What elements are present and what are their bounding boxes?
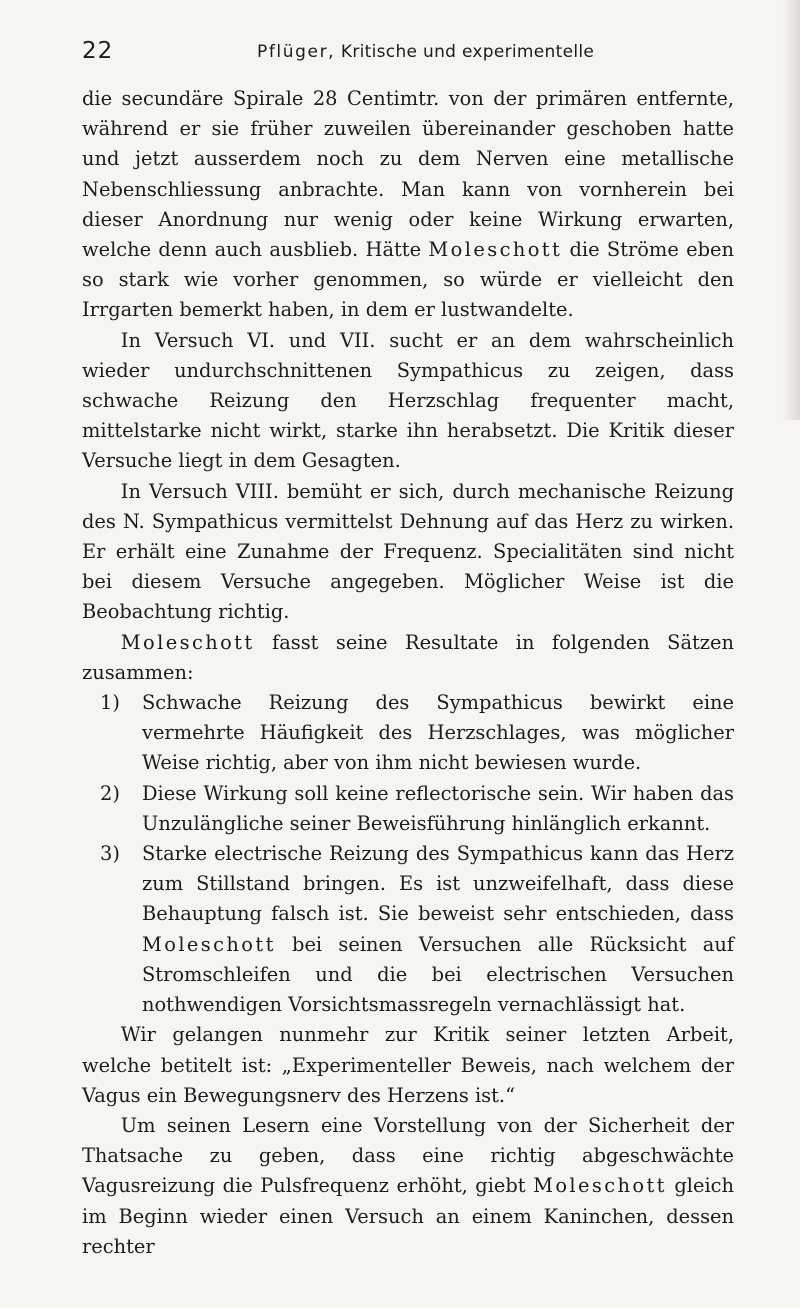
paragraph-1-text: die secundäre Spirale 28 Centimtr. von der primären entfernte, während er sie früher zuweilen übereinander geschoben hatte und jetzt ausserdem noch zu dem Nerven eine metallische Nebenschliessung anbrachte. Man kann von vornherein bei dieser Anordnung nur wenig oder keine Wirkung erwarten, welche denn auch ausblieb. Hätte [82,87,734,262]
page-header [82,38,732,78]
list-item [100,779,734,839]
person-name: Moleschott [533,1174,667,1198]
list-item [100,688,734,779]
person-name: Moleschott [428,238,563,262]
paragraph-6-text-end: gleich im Beginn wieder einen Versuch an einem Kaninchen, dessen rechter [82,1174,734,1258]
person-name: Moleschott [142,932,276,956]
list-item [100,839,734,1020]
paragraph-4-text: fasst seine Resultate in folgenden Sätzen zusammen: [82,630,734,684]
paragraph-3: In Versuch VIII. bemüht er sich, durch mechanische Reizung des N. Sympathicus vermittelst Dehnung auf das Herz zu wirken. Er erhält eine Zunahme der Frequenz. Specialitäten sind nicht bei diesem Versuche angegeben. Möglicher Weise ist die Beobachtung richtig. [82,479,734,624]
results-list [82,688,734,1020]
list-item-text: Diese Wirkung soll keine reflectorische sein. Wir haben das Unzulängliche seiner Beweisführung hinlänglich erkannt. [142,781,734,835]
list-item-text: Schwache Reizung des Sympathicus bewirkt eine vermehrte Häufigkeit des Herzschlages, was möglicher Weise richtig, aber von ihm nicht bewiesen wurde. [142,691,734,775]
list-item-number: 2) [100,781,120,805]
paragraph-2: In Versuch VI. und VII. sucht er an dem wahrscheinlich wieder undurchschnittenen Sympathicus zu zeigen, dass schwache Reizung den Herzschlag frequenter macht, mittelstarke nicht wirkt, starke ihn herabsetzt. Die Kritik dieser Versuche liegt in dem Gesagten. [82,328,734,473]
paragraph-6-text: Um seinen Lesern eine Vorstellung von der Sicherheit der Thatsache zu geben, dass eine richtig abgeschwächte Vagusreizung die Pulsfrequenz erhöht, giebt [82,1113,734,1198]
running-head-title: Kritische und experimentelle [340,42,595,62]
list-item-text: Starke electrische Reizung des Sympathicus kann das Herz zum Stillstand bringen. Es ist unzweifelhaft, dass diese Behauptung falsch ist. Sie beweist sehr entschieden, dass [142,842,734,926]
paragraph-1 [82,84,734,326]
page-number: 22 [82,38,114,64]
paragraph-1-text-end: die Ströme eben so stark wie vorher genommen, so würde er vielleicht den Irrgarten bemerkt haben, in dem er lustwandelte. [82,238,734,322]
page-edge-shadow [782,0,800,420]
paragraph-4 [82,628,734,688]
person-name: Moleschott [120,630,255,654]
paragraph-6 [82,1111,734,1262]
body-text [82,84,734,1262]
list-item-number: 1) [100,691,120,715]
list-item-text-end: bei seinen Versuchen alle Rücksicht auf Stromschleifen und die bei electrischen Versuchen nothwendigen Vorsichtsmassregeln vernachlässigt hat. [142,932,734,1017]
running-head-author: Pflüger, [257,42,336,62]
running-head [257,42,594,62]
list-item-number: 3) [100,842,120,866]
paragraph-5: Wir gelangen nunmehr zur Kritik seiner letzten Arbeit, welche betitelt ist: „Experimenteller Beweis, nach welchem der Vagus ein Bewegungsnerv des Herzens ist.“ [82,1023,734,1107]
